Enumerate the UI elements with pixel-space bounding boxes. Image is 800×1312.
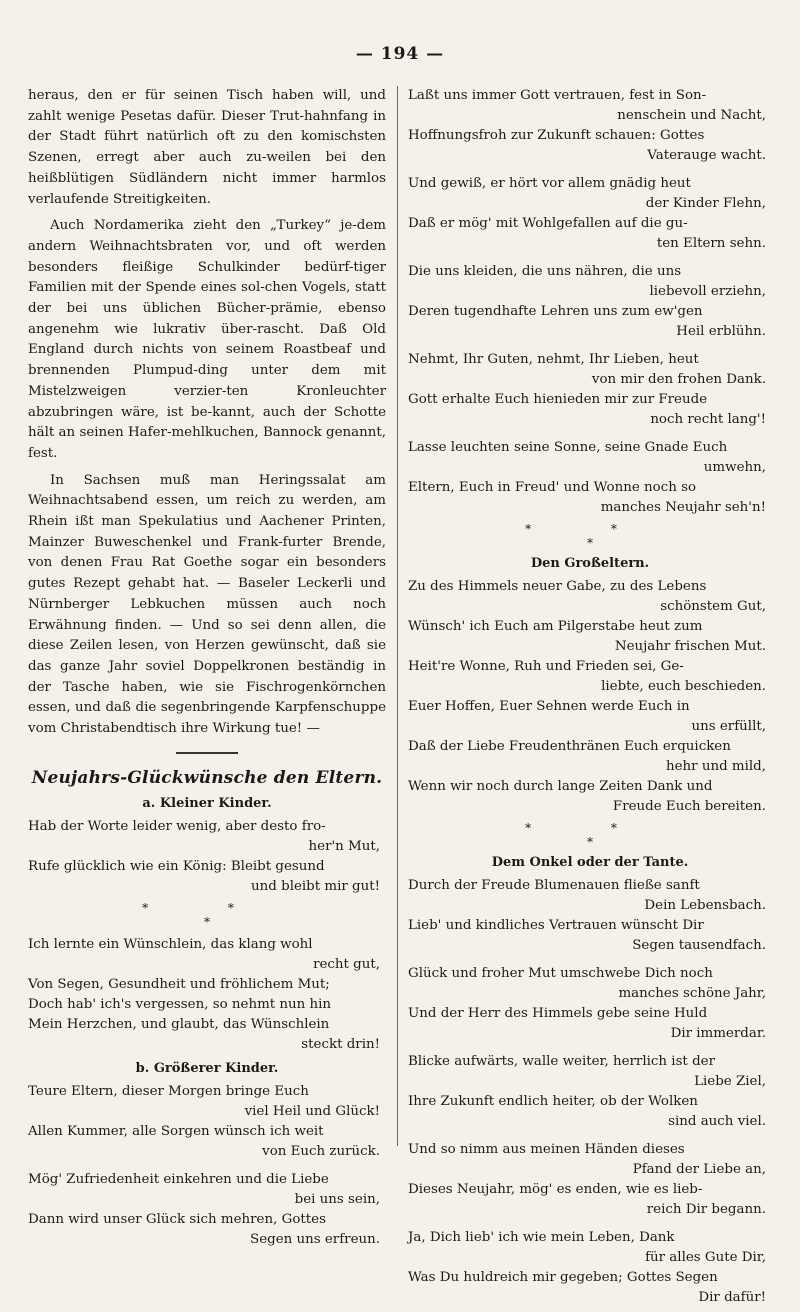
stars-pair: * * xyxy=(525,522,655,536)
section-title: Neujahrs-Glückwünsche den Eltern. xyxy=(31,767,383,788)
poem-line: Teure Eltern, dieser Morgen bringe Euch xyxy=(28,1083,309,1099)
poem-line: Heit're Wonne, Ruh und Frieden sei, Ge- xyxy=(408,659,684,674)
poem-line: Von Segen, Gesundheit und fröhlichem Mut; xyxy=(28,976,330,992)
poem-line: her'n Mut, xyxy=(308,838,380,854)
poem-line: nenschein und Nacht, xyxy=(617,108,766,123)
poem-line: Glück und froher Mut umschwebe Dich noch xyxy=(408,966,713,981)
poem-line: Daß er mög' mit Wohlgefallen auf die gu- xyxy=(408,216,688,231)
heading-grandparents: Den Großeltern. xyxy=(530,556,650,571)
poem-line: Lasse leuchten seine Sonne, seine Gnade Euch xyxy=(408,440,728,455)
paragraph-1: heraus, den er für seinen Tisch haben will, und zahlt wenige Pesetas dafür. Dieser Trut-hahnfang in der Stadt führt natürlich oft zu den komischsten Szenen, erregt aber auch zu-weilen bei den heißblütigen Südländern nicht immer harmlos verlaufende Streitigkeiten. xyxy=(28,88,386,207)
page-number: — 194 — xyxy=(355,44,445,64)
poem-line: Rufe glücklich wie ein König: Bleibt gesund xyxy=(28,858,325,874)
poem-line: Deren tugendhafte Lehren uns zum ew'gen xyxy=(408,304,703,319)
poem-line: umwehn, xyxy=(703,460,766,475)
poem-line: Ja, Dich lieb' ich wie mein Leben, Dank xyxy=(408,1230,675,1245)
poem-line: Heil erblühn. xyxy=(676,324,766,339)
poem-line: Gott erhalte Euch hienieden mir zur Freude xyxy=(408,392,708,407)
poem-line: für alles Gute Dir, xyxy=(645,1250,766,1265)
poem-line: Segen uns erfreun. xyxy=(250,1231,380,1247)
poem-line: Neujahr frischen Mut. xyxy=(614,639,766,654)
poem-line: noch recht lang'! xyxy=(650,412,766,427)
poem-line: und bleibt mir gut! xyxy=(251,878,380,894)
poem-line: Nehmt, Ihr Guten, nehmt, Ihr Lieben, heut xyxy=(408,352,699,367)
stars-single: * xyxy=(587,536,593,550)
poem-line: viel Heil und Glück! xyxy=(244,1103,380,1119)
stars-single: * xyxy=(204,914,210,929)
poem-uncle-aunt xyxy=(408,876,772,1308)
heading-uncle-aunt: Dem Onkel oder der Tante. xyxy=(491,855,689,870)
poem-line: Freude Euch bereiten. xyxy=(612,799,766,814)
poem-line: Dir dafür! xyxy=(698,1290,766,1305)
subheading-b: b. Größerer Kinder. xyxy=(135,1060,279,1076)
poem-line: liebte, euch beschieden. xyxy=(601,679,766,694)
poem-b1 xyxy=(28,1082,386,1250)
poem-line: Durch der Freude Blumenauen fließe sanft xyxy=(408,878,700,893)
poem-line: Mög' Zufriedenheit einkehren und die Liebe xyxy=(28,1171,329,1187)
poem-line: Die uns kleiden, die uns nähren, die uns xyxy=(408,264,682,279)
subheading-a: a. Kleiner Kinder. xyxy=(142,795,272,811)
poem-line: hehr und mild, xyxy=(666,759,766,774)
right-column xyxy=(408,86,772,1312)
poem-line: sind auch viel. xyxy=(668,1114,766,1129)
poem-line: Wenn wir noch durch lange Zeiten Dank und xyxy=(408,779,713,794)
poem-line: Eltern, Euch in Freud' und Wonne noch so xyxy=(408,480,697,495)
poem-line: Euer Hoffen, Euer Sehnen werde Euch in xyxy=(408,699,690,714)
poem-line: Und der Herr des Himmels gebe seine Huld xyxy=(408,1006,708,1021)
poem-line: Hoffnungsfroh zur Zukunft schauen: Gottes xyxy=(408,128,705,143)
poem-line: reich Dir begann. xyxy=(646,1202,766,1217)
poem-line: Ihre Zukunft endlich heiter, ob der Wolken xyxy=(408,1094,698,1109)
poem-grandparents xyxy=(408,577,772,817)
poem-line: Doch hab' ich's vergessen, so nehmt nun hin xyxy=(28,996,332,1012)
poem-a1 xyxy=(28,817,386,897)
poem-line: Dieses Neujahr, mög' es enden, wie es lieb- xyxy=(408,1182,703,1197)
poem-line: uns erfüllt, xyxy=(691,719,766,734)
poem-line: steckt drin! xyxy=(301,1036,380,1052)
poem-line: manches schöne Jahr, xyxy=(618,986,766,1001)
poem-line: recht gut, xyxy=(313,956,380,972)
poem-line: Segen tausendfach. xyxy=(632,938,766,953)
star-separator xyxy=(408,522,772,550)
poem-line: Daß der Liebe Freudenthränen Euch erquicken xyxy=(408,739,731,754)
poem-line: Hab der Worte leider wenig, aber desto fro- xyxy=(28,818,326,834)
poem-line: von Euch zurück. xyxy=(262,1143,380,1159)
poem-line: Vaterauge wacht. xyxy=(647,148,766,163)
left-column xyxy=(28,86,386,1254)
poem-line: Wünsch' ich Euch am Pilgerstabe heut zum xyxy=(408,619,703,634)
poem-b2 xyxy=(408,86,772,518)
poem-line: ten Eltern sehn. xyxy=(656,236,766,251)
poem-line: Dann wird unser Glück sich mehren, Gottes xyxy=(28,1211,326,1227)
stars-pair: * * xyxy=(525,821,655,835)
poem-line: Ich lernte ein Wünschlein, das klang wohl xyxy=(28,936,313,952)
poem-line: Mein Herzchen, und glaubt, das Wünschlein xyxy=(28,1016,330,1032)
poem-line: Laßt uns immer Gott vertrauen, fest in Son- xyxy=(408,88,707,103)
poem-line: Liebe Ziel, xyxy=(694,1074,766,1089)
stars-single: * xyxy=(587,835,593,849)
star-separator xyxy=(408,821,772,849)
paragraph-3: In Sachsen muß man Heringssalat am Weihnachtsabend essen, um reich zu werden, am Rhein ißt man Spekulatius und Aachener Printen, Mainzer Buweschenkel und Frank-furter Brende, von denen Frau Rat Goethe sogar ein besonders gutes Rezept gehabt hat. — Baseler Leckerli und Nürnberger Lebkuchen müssen auch noch Erwähnung finden. — Und so sei denn allen, die diese Zeilen lesen, von Herzen gewünscht, daß sie das ganze Jahr soviel Doppelkronen beständig in der Tasche haben, wie sie Fischrogenkörnchen essen, und daß die segenbringende Karpfenschuppe vom Christabendtisch ihre Wirkung tue! — xyxy=(28,472,386,737)
poem-line: schönstem Gut, xyxy=(660,599,766,614)
paragraph-2: Auch Nordamerika zieht den „Turkey“ je-dem andern Weihnachtsbraten vor, und oft werden besonders fleißige Schulkinder bedürf-tiger Familien mit der Spende eines sol-chen Vogels, statt der bei uns üblichen Bücher-prämie, ebenso angenehm wie lukrativ über-rascht. Daß Old England durch nichts von seinem Roastbeaf und brennenden Plumpud-ding unter dem mit Mistelzweigen verzier-ten Kronleuchter abzubringen wäre, ist be-kannt, auch der Schotte hält an seinen Hafer-mehlkuchen, Bannock genannt, fest. xyxy=(28,218,386,461)
poem-line: Und gewiß, er hört vor allem gnädig heut xyxy=(408,176,691,191)
poem-line: Lieb' und kindliches Vertrauen wünscht Dir xyxy=(408,918,704,933)
column-divider xyxy=(397,86,398,1146)
poem-line: Dein Lebensbach. xyxy=(644,898,766,913)
poem-line: der Kinder Flehn, xyxy=(645,196,766,211)
poem-line: Was Du huldreich mir gegeben; Gottes Segen xyxy=(408,1270,718,1285)
poem-line: Blicke aufwärts, walle weiter, herrlich ist der xyxy=(408,1054,715,1069)
poem-line: manches Neujahr seh'n! xyxy=(600,500,766,515)
poem-line: von mir den frohen Dank. xyxy=(591,372,766,387)
poem-line: Allen Kummer, alle Sorgen wünsch ich weit xyxy=(28,1123,324,1139)
star-separator xyxy=(28,901,386,929)
poem-a2 xyxy=(28,935,386,1055)
section-rule xyxy=(176,752,238,754)
poem-line: bei uns sein, xyxy=(294,1191,380,1207)
poem-line: Zu des Himmels neuer Gabe, zu des Lebens xyxy=(408,579,707,594)
prose-block xyxy=(28,86,386,740)
stars-pair: * * xyxy=(142,900,272,915)
poem-line: Pfand der Liebe an, xyxy=(632,1162,766,1177)
poem-line: liebevoll erziehn, xyxy=(649,284,766,299)
poem-line: Dir immerdar. xyxy=(670,1026,766,1041)
poem-line: Und so nimm aus meinen Händen dieses xyxy=(408,1142,685,1157)
